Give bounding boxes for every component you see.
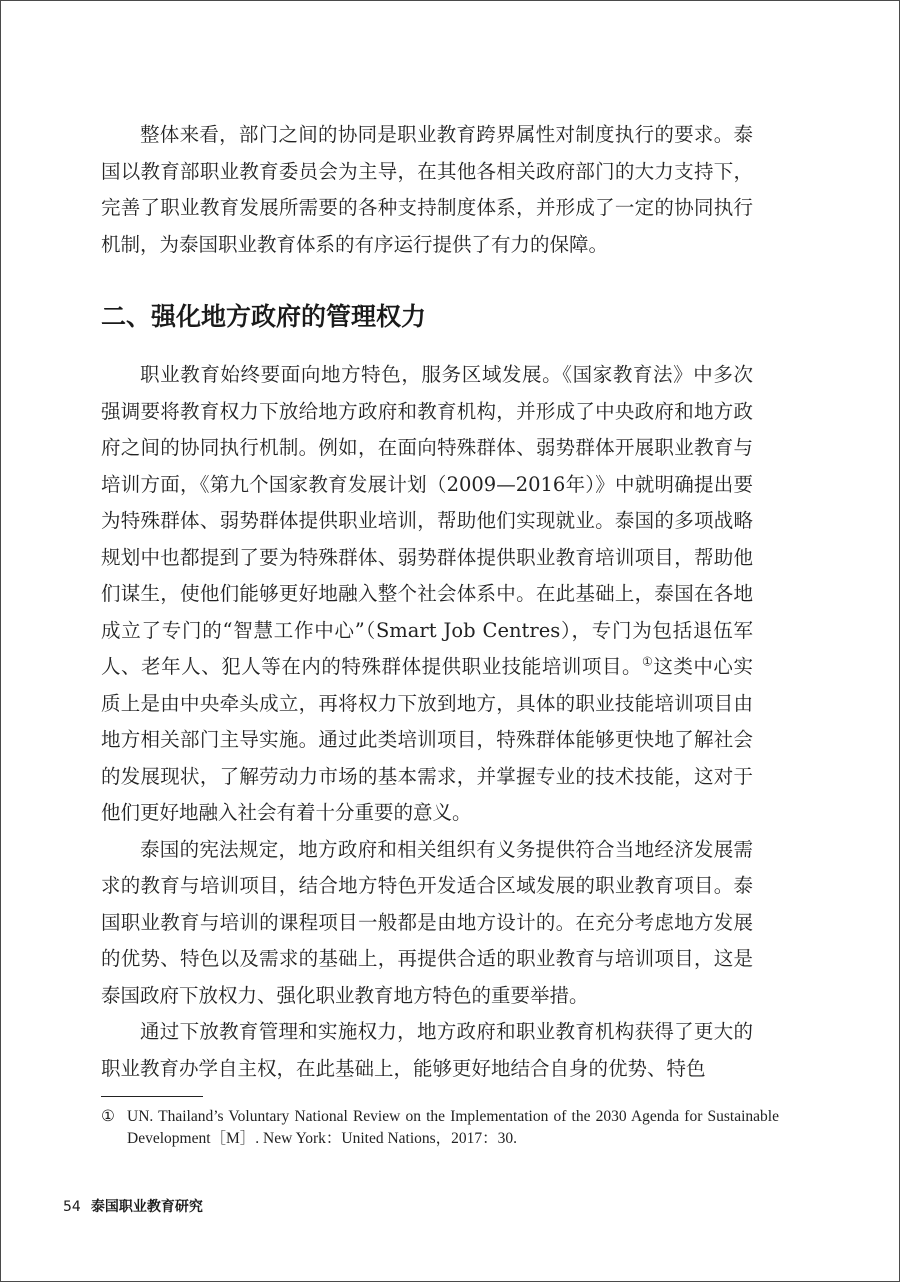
footnote-divider [101,1096,203,1097]
section-heading: 二、强化地方政府的管理权力 [101,302,427,331]
footnote-number: ① [101,1108,115,1125]
footnote-text: UN. Thailand’s Voluntary National Review on the Implementation of the 2030 Agenda for Sustainable Development［M］. New York：United Nations，2017：30. [127,1108,779,1147]
section2-text [101,357,753,1087]
paragraph: 通过下放教育管理和实施权力，地方政府和职业教育机构获得了更大的职业教育办学自主权，在此基础上，能够更好地结合自身的优势、特色 [101,1020,753,1080]
page-footer [63,1197,203,1217]
page-number: 54 [63,1199,81,1215]
paragraph [101,357,753,832]
paragraph-text: 这类中心实质上是由中央牵头成立，再将权力下放到地方，具体的职业技能培训项目由地方相关部门主导实施。通过此类培训项目，特殊群体能够更快地了解社会的发展现状，了解劳动力市场的基本需求，并掌握专业的技术技能，这对于他们更好地融入社会有着十分重要的意义。 [101,655,753,824]
running-title: 泰国职业教育研究 [90,1199,203,1215]
footnote-reference: ① [642,654,654,669]
footnote [101,1106,779,1150]
section1-text [101,117,753,263]
paragraph-text: 职业教育始终要面向地方特色，服务区域发展。《国家教育法》中多次强调要将教育权力下放给地方政府和教育机构，并形成了中央政府和地方政府之间的协同执行机制。例如，在面向特殊群体、弱势群体开展职业教育与培训方面，《第九个国家教育发展计划（2009—2016年）》中就明确提出要为特殊群体、弱势群体提供职业培训，帮助他们实现就业。泰国的多项战略规划中也都提到了要为特殊群体、弱势群体提供职业教育培训项目，帮助他们谋生，使他们能够更好地融入整个社会体系中。在此基础上，泰国在各地成立了专门的“智慧工作中心”（Smart Job Centres），专门为包括退伍军人、老年人、犯人等在内的特殊群体提供职业技能培训项目。 [101,363,753,678]
paragraph: 泰国的宪法规定，地方政府和相关组织有义务提供符合当地经济发展需求的教育与培训项目，结合地方特色开发适合区域发展的职业教育项目。泰国职业教育与培训的课程项目一般都是由地方设计的。在充分考虑地方发展的优势、特色以及需求的基础上，再提供合适的职业教育与培训项目，这是泰国政府下放权力、强化职业教育地方特色的重要举措。 [101,837,753,1007]
paragraph: 整体来看，部门之间的协同是职业教育跨界属性对制度执行的要求。泰国以教育部职业教育委员会为主导，在其他各相关政府部门的大力支持下，完善了职业教育发展所需要的各种支持制度体系，并形成了一定的协同执行机制，为泰国职业教育体系的有序运行提供了有力的保障。 [101,123,753,256]
